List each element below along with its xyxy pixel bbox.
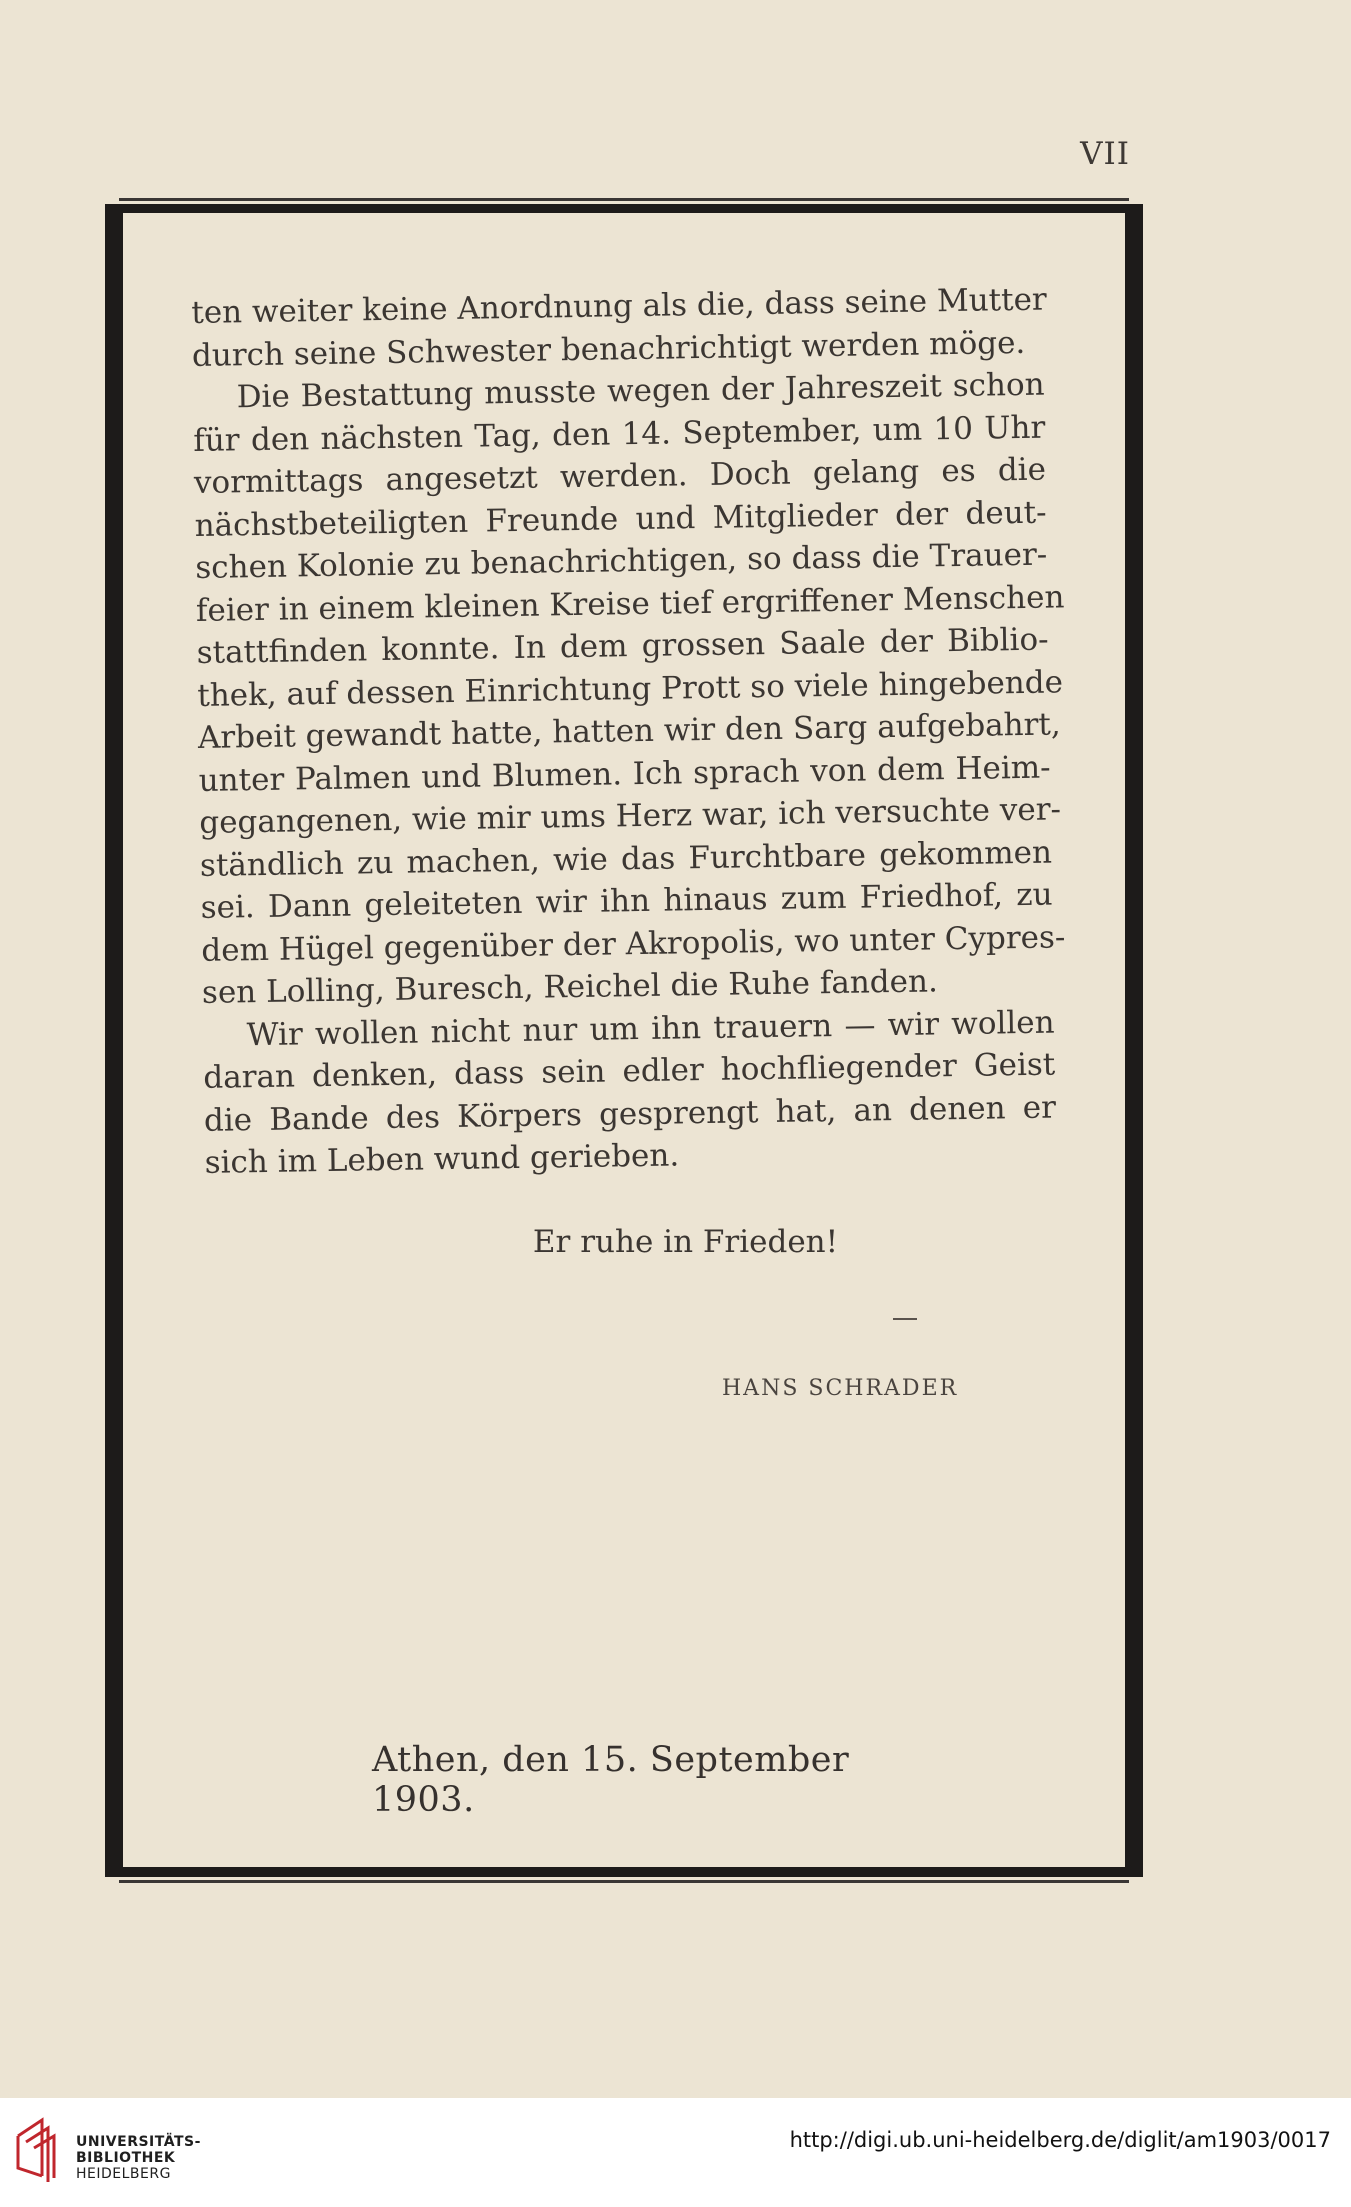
text-line: nächstbeteiligten Freunde und Mitglieder der deut-	[194, 494, 1047, 544]
text-line: schen Kolonie zu benachrichtigen, so dass die Trauer-	[195, 536, 1048, 586]
digital-collection-link[interactable]: http://digi.ub.uni-heidelberg.de/diglit/am1903/0017	[789, 2128, 1331, 2152]
text-line: ständlich zu machen, wie das Furchtbare gekommen	[199, 834, 1053, 884]
text-line: unter Palmen und Blumen. Ich sprach von dem Heim-	[198, 749, 1051, 799]
library-name	[76, 2134, 201, 2182]
text-line: Die Bestattung musste wegen der Jahreszeit schon	[236, 366, 1045, 416]
paragraph	[191, 279, 1047, 377]
text-line: sei. Dann geleiteten wir ihn hinaus zum Friedhof, zu	[200, 876, 1053, 926]
closing-line: Er ruhe in Frieden!	[532, 1224, 839, 1260]
text-line: dem Hügel gegenüber der Akropolis, wo unter Cypres-	[201, 918, 1066, 969]
library-name-line-2: BIBLIOTHEK	[76, 2150, 176, 2166]
text-line: gegangenen, wie mir ums Herz war, ich versuchte ver-	[199, 791, 1062, 841]
signature: HANS SCHRADER	[722, 1376, 959, 1401]
text-line: vormittags angesetzt werden. Doch gelang es die	[193, 451, 1047, 501]
text-line: Wir wollen nicht nur um ihn trauern — wir wollen	[246, 1004, 1055, 1053]
text-line: feier in einem kleinen Kreise tief ergriffener Menschen	[195, 578, 1065, 629]
paragraph	[192, 364, 1066, 1015]
text-line: sich im Leben wund gerieben.	[204, 1137, 680, 1181]
footer-bar	[0, 2098, 1351, 2207]
text-line: ten weiter keine Anordnung als die, dass seine Mutter	[191, 281, 1047, 331]
page-number: VII	[1080, 136, 1130, 172]
library-logo-icon[interactable]	[12, 2116, 64, 2186]
library-name-line-1: UNIVERSITÄTS-	[76, 2134, 201, 2150]
place-and-date: Athen, den 15. September 1903.	[372, 1740, 850, 1820]
text-line: stattfinden konnte. In dem grossen Saale der Biblio-	[196, 621, 1049, 671]
text-line: sen Lolling, Buresch, Reichel die Ruhe fanden.	[201, 963, 939, 1011]
text-line: thek, auf dessen Einrichtung Prott so viele hingebende	[197, 663, 1064, 714]
signature-dash	[893, 1318, 917, 1320]
paragraph	[202, 1001, 1057, 1184]
text-line: durch seine Schwester benachrichtigt werden möge.	[191, 324, 1026, 374]
text-line: die Bande des Körpers gesprengt hat, an denen er	[203, 1089, 1057, 1139]
text-line: daran denken, dass sein edler hochfliegender Geist	[203, 1046, 1056, 1096]
text-line: für den nächsten Tag, den 14. September, um 10 Uhr	[193, 409, 1046, 459]
library-name-line-3: HEIDELBERG	[76, 2166, 171, 2182]
text-line: Arbeit gewandt hatte, hatten wir den Sarg aufgebahrt,	[197, 706, 1061, 756]
body-text	[191, 279, 1066, 1185]
